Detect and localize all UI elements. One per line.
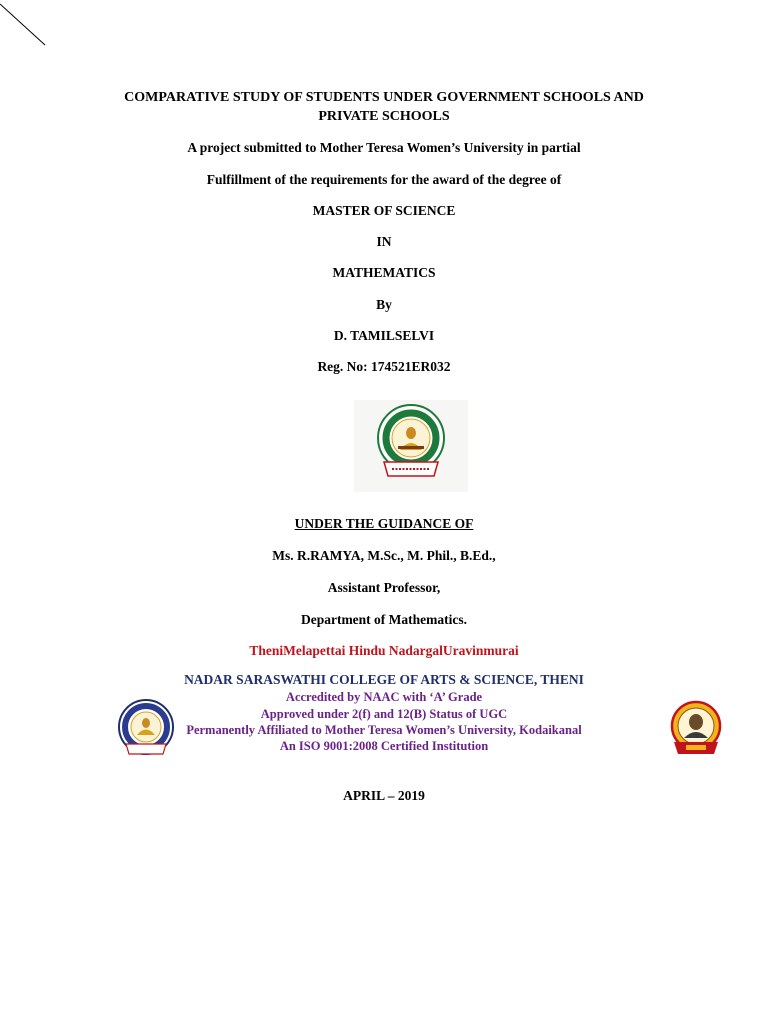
submission-statement: A project submitted to Mother Teresa Women’s University in partial [187, 140, 581, 155]
guide-title: Assistant Professor, [327, 580, 441, 595]
trust-name: TheniMelapettai Hindu NadargalUravinmurai [249, 643, 519, 658]
accreditation-line: Accredited by NAAC with ‘A’ Grade [285, 690, 483, 704]
ugc-status-line: Approved under 2(f) and 12(B) Status of UGC [260, 707, 508, 721]
college-seal-small-icon [117, 698, 175, 758]
affiliation-line: Permanently Affiliated to Mother Teresa Women’s University, Kodaikanal [186, 723, 582, 737]
iso-certification-line: An ISO 9001:2008 Certified Institution [279, 739, 489, 753]
registration-number: Reg. No: 174521ER032 [317, 359, 451, 374]
degree-name: MASTER OF SCIENCE [312, 203, 456, 218]
author-name: D. TAMILSELVI [333, 328, 435, 343]
college-seal-icon [376, 402, 446, 490]
fulfillment-statement: Fulfillment of the requirements for the award of the degree of [206, 172, 562, 187]
department-name: Department of Mathematics. [300, 612, 468, 627]
founder-portrait-seal-icon [664, 700, 728, 756]
guide-name: Ms. R.RAMYA, M.Sc., M. Phil., B.Ed., [272, 548, 496, 563]
title-line-1: COMPARATIVE STUDY OF STUDENTS UNDER GOVERNMENT SCHOOLS AND [124, 90, 644, 105]
submission-date: APRIL – 2019 [343, 788, 425, 803]
degree-in: IN [376, 234, 392, 249]
corner-diagonal-line [0, 0, 50, 50]
center-logo-frame [354, 400, 468, 492]
college-name: NADAR SARASWATHI COLLEGE OF ARTS & SCIENCE, THENI [184, 672, 584, 687]
subject-name: MATHEMATICS [332, 265, 436, 280]
by-label: By [376, 297, 392, 312]
guidance-heading: UNDER THE GUIDANCE OF [294, 516, 474, 531]
title-line-2: PRIVATE SCHOOLS [318, 109, 450, 124]
